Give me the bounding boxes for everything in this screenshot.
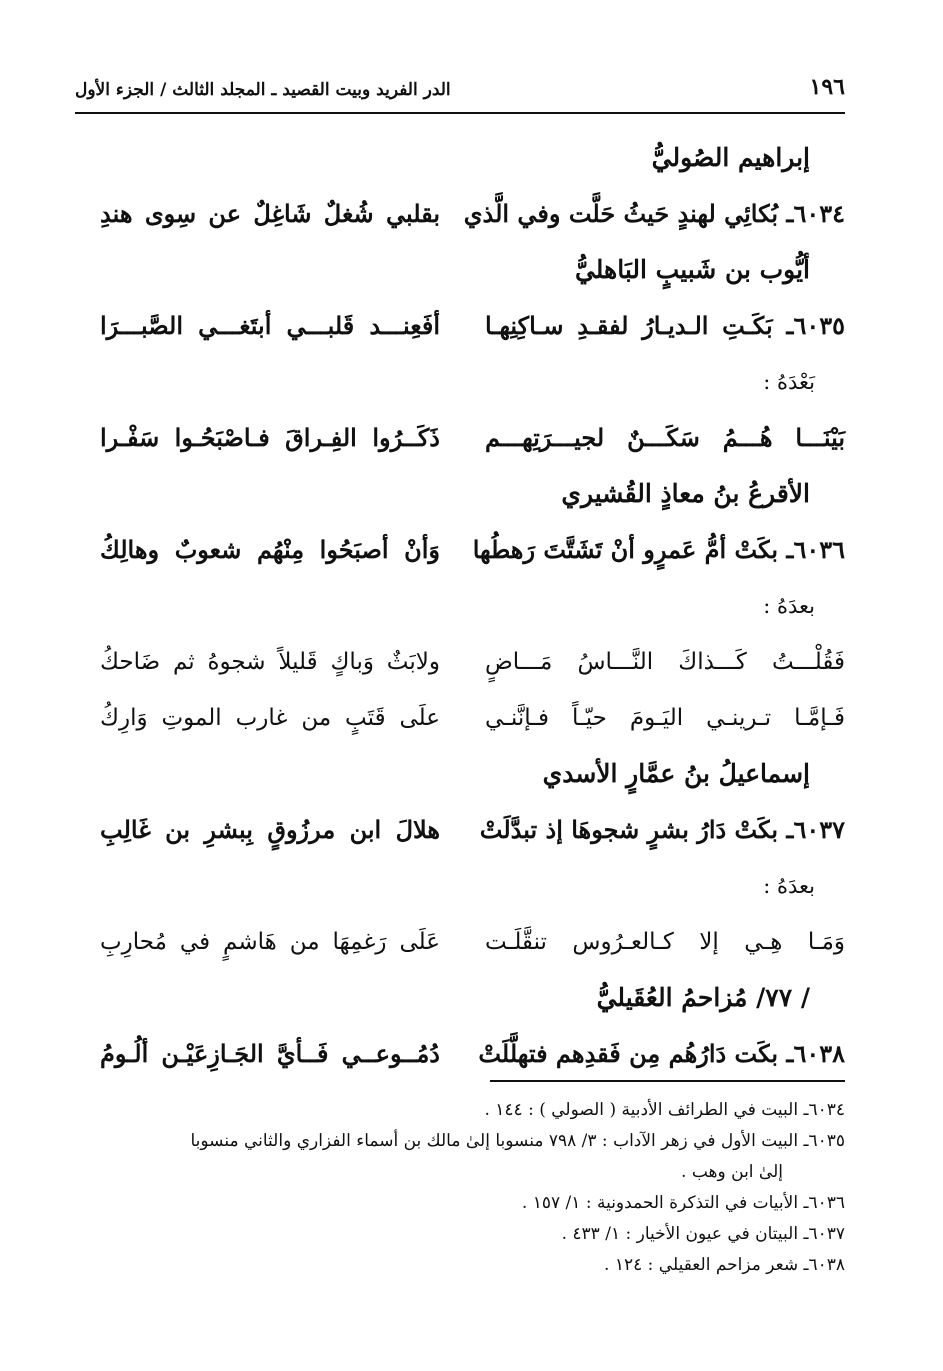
- footnote: [70, 1188, 845, 1219]
- verse-second-hemistich: بقلبي شُغلٌ شَاغِلٌ عن سِوى هندِ: [100, 199, 440, 228]
- footnote-text: ٦٠٣٨ـ شعر مزاحم العقيلي : ١٢٤ .: [604, 1255, 845, 1275]
- after-label: بعدَهُ :: [763, 594, 815, 618]
- verse-line: [100, 802, 845, 858]
- running-title: الدر الفريد وبيت القصيد ـ المجلد الثالث / الجزء الأول: [75, 80, 451, 100]
- verse-second-hemistich: عَلَى رَغمِهَا من هَاشمٍ في مُحارِبِ: [100, 929, 440, 955]
- after-label: بَعْدَهُ :: [763, 370, 815, 394]
- verse-first-hemistich: وَمَـا هِـي إلا كـالعـرُوس تنقَّلَـت: [485, 929, 845, 955]
- verse-first-hemistich: ٦٠٣٦ـ بكَتْ أمُّ عَمرٍو أنْ تَشَتَّتَ رَهطُها: [472, 535, 845, 564]
- verse-first-hemistich: ٦٠٣٤ـ بُكائِي لهندٍ حَيثُ حَلَّت وفي الَّذي: [463, 199, 845, 228]
- footnote-text: ٦٠٣٧ـ البيتان في عيون الأخيار : ١/ ٤٣٣ .: [561, 1224, 845, 1244]
- footnote: [70, 1250, 845, 1281]
- verse-first-hemistich: فَقُلْـــتُ كَـــذاكَ النَّـــاسُ مَـــاضٍ: [485, 649, 845, 675]
- poet-name: أيُّوب بن شَبيبٍ البَاهليُّ: [574, 255, 810, 284]
- verse-second-hemistich: دُمُــوعــي فَــأيَّ الجَـازِعَيْـن ألُـومُ: [100, 1039, 440, 1068]
- verse-line: [100, 298, 845, 354]
- poet-name: الأقرعُ بنُ معاذٍ القُشيري: [561, 479, 810, 508]
- footnote: [70, 1126, 845, 1188]
- footnote: [70, 1219, 845, 1250]
- poem-body: [100, 130, 845, 1082]
- verse-line: [100, 522, 845, 578]
- verse-first-hemistich: ٦٠٣٧ـ بكَتْ دَارُ بشرٍ شجوهَا إذ تبدَّلَتْ: [479, 815, 845, 844]
- page-number: ١٩٦: [809, 74, 845, 100]
- footnote-text: ٦٠٣٥ـ البيت الأول في زهر الآداب : ٣/ ٧٩٨ منسوبا إلىٰ مالك بن أسماء الفزاري والثاني منسوبا: [190, 1131, 845, 1151]
- header-divider: [75, 112, 845, 114]
- verse-line: [100, 634, 845, 690]
- verse-first-hemistich: ٦٠٣٥ـ بَكَـتِ الـديـارُ لفقـدِ سـاكِنِهـا: [485, 311, 845, 340]
- poet-name: إسماعيلُ بنُ عمَّارٍ الأسدي: [542, 759, 810, 788]
- poet-name: إبراهيم الصُوليُّ: [651, 143, 810, 172]
- verse-first-hemistich: بَيْنَـــا هُـــمُ سَكَـــنٌ لجيـــرَتِهـــم: [485, 423, 845, 452]
- footnote-divider: [490, 1080, 845, 1082]
- verse-line: [100, 410, 845, 466]
- footnote: [70, 1095, 845, 1126]
- verse-second-hemistich: علَى قَتَبٍ من غارب الموتِ وَارِكُ: [100, 705, 440, 731]
- verse-line: [100, 1026, 845, 1082]
- verse-line: [100, 914, 845, 970]
- verse-second-hemistich: أفَعِنـــد قَلبـــي أبتَغـــي الصَّبـــرَا: [100, 311, 440, 340]
- poet-name: / ٧٧/ مُزاحمُ العُقَيليُّ: [596, 983, 810, 1012]
- page-header: [75, 60, 845, 100]
- verse-first-hemistich: ٦٠٣٨ـ بكَت دَارُهُم مِن فَقدِهم فتهلَّلَتْ: [478, 1039, 845, 1068]
- verse-second-hemistich: ولابَثٌ وَباكٍ قَليلاً شجوهُ ثم ضَاحكُ: [100, 649, 440, 675]
- verse-second-hemistich: ذَكَــرُوا الفِـراقَ فـاصْبَحُـوا سَفْـرا: [100, 423, 440, 452]
- footnote-continuation: إلىٰ ابن وهب .: [681, 1162, 783, 1182]
- verse-line: [100, 690, 845, 746]
- footnote-text: ٦٠٣٦ـ الأبيات في التذكرة الحمدونية : ١/ ١٥٧ .: [521, 1193, 845, 1213]
- footnote-text: ٦٠٣٤ـ البيت في الطرائف الأدبية ( الصولي ) : ١٤٤ .: [484, 1100, 845, 1120]
- verse-second-hemistich: وَأنْ أصبَحُوا مِنْهُم شعوبٌ وهالِكُ: [100, 535, 440, 564]
- after-label: بعدَهُ :: [763, 874, 815, 898]
- verse-line: [100, 186, 845, 242]
- footnotes: [70, 1095, 845, 1281]
- verse-first-hemistich: فَـإمَّـا تـرينـي اليَـومَ حيّـاً فـإنَّنـي: [485, 705, 845, 731]
- verse-second-hemistich: هلالَ ابن مرزُوقٍ بِبشرِ بن غَالِبِ: [100, 815, 440, 844]
